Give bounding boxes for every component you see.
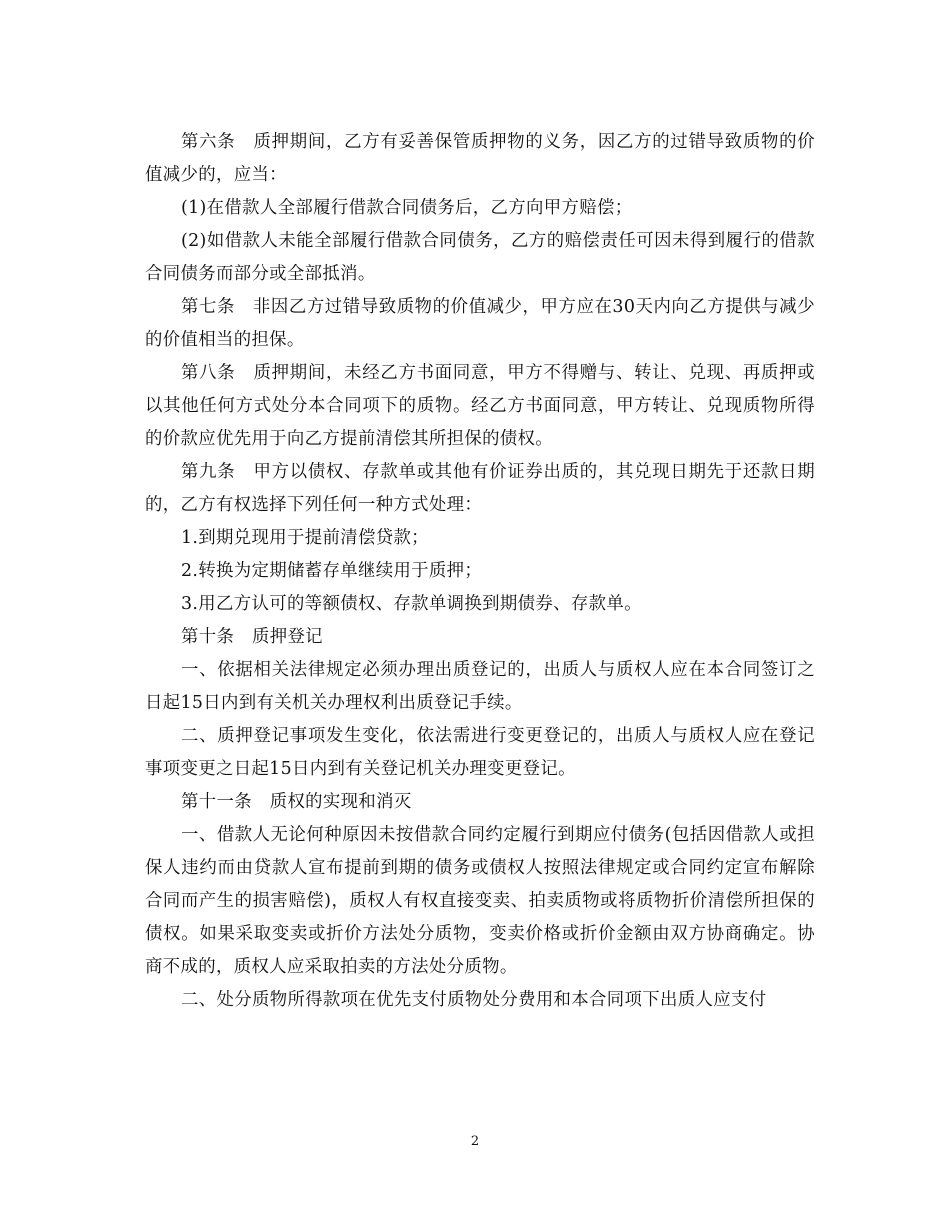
article-6-item-1: (1)在借款人全部履行借款合同债务后，乙方向甲方赔偿； [181, 198, 633, 218]
article-6-paragraph: 第六条 质押期间，乙方有妥善保管质押物的义务，因乙方的过错导致质物的价值减少的，应当： [145, 132, 815, 185]
article-7-paragraph: 第七条 非因乙方过错导致质物的价值减少，甲方应在30天内向乙方提供与减少的价值相当的担保。 [145, 297, 815, 350]
article-9-paragraph: 第九条 甲方以债权、存款单或其他有价证券出质的，其兑现日期先于还款日期的，乙方有权选择下列任何一种方式处理： [145, 462, 815, 515]
page-number: 2 [470, 1134, 480, 1149]
article-11-clause-1: 一、借款人无论何种原因未按借款合同约定履行到期应付债务(包括因借款人或担保人违约而由贷款人宣布提前到期的债务或债权人按照法律规定或合同约定宣布解除合同而产生的损害赔偿)，质权人有权直接变卖、拍卖质物或将质物折价清偿所担保的债权。如果采取变卖或折价方法处分质物，变卖价格或折价金额由双方协商确定。协商不成的，质权人应采取拍卖的方法处分质物。 [145, 825, 815, 977]
article-10-clause-1: 一、依据相关法律规定必须办理出质登记的，出质人与质权人应在本合同签订之日起15日内到有关机关办理权利出质登记手续。 [145, 660, 815, 713]
article-10-clause-2: 二、质押登记事项发生变化，依法需进行变更登记的，出质人与质权人应在登记事项变更之日起15日内到有关登记机关办理变更登记。 [145, 726, 815, 779]
article-11-heading: 第十一条 质权的实现和消灭 [181, 792, 412, 812]
article-10-heading: 第十条 质押登记 [181, 627, 323, 647]
article-11-clause-2: 二、处分质物所得款项在优先支付质物处分费用和本合同项下出质人应支付 [181, 990, 767, 1010]
article-9-item-1: 1.到期兑现用于提前清偿贷款； [181, 528, 429, 548]
contract-body [145, 126, 815, 1017]
article-9-item-3: 3.用乙方认可的等额债权、存款单调换到期债券、存款单。 [181, 594, 642, 614]
article-8-paragraph: 第八条 质押期间，未经乙方书面同意，甲方不得赠与、转让、兑现、再质押或以其他任何方式处分本合同项下的质物。经乙方书面同意，甲方转让、兑现质物所得的价款应优先用于向乙方提前清偿其所担保的债权。 [145, 363, 815, 449]
article-9-item-2: 2.转换为定期储蓄存单继续用于质押； [181, 561, 483, 581]
article-6-item-2: (2)如借款人未能全部履行借款合同债务，乙方的赔偿责任可因未得到履行的借款合同债务而部分或全部抵消。 [145, 231, 815, 284]
